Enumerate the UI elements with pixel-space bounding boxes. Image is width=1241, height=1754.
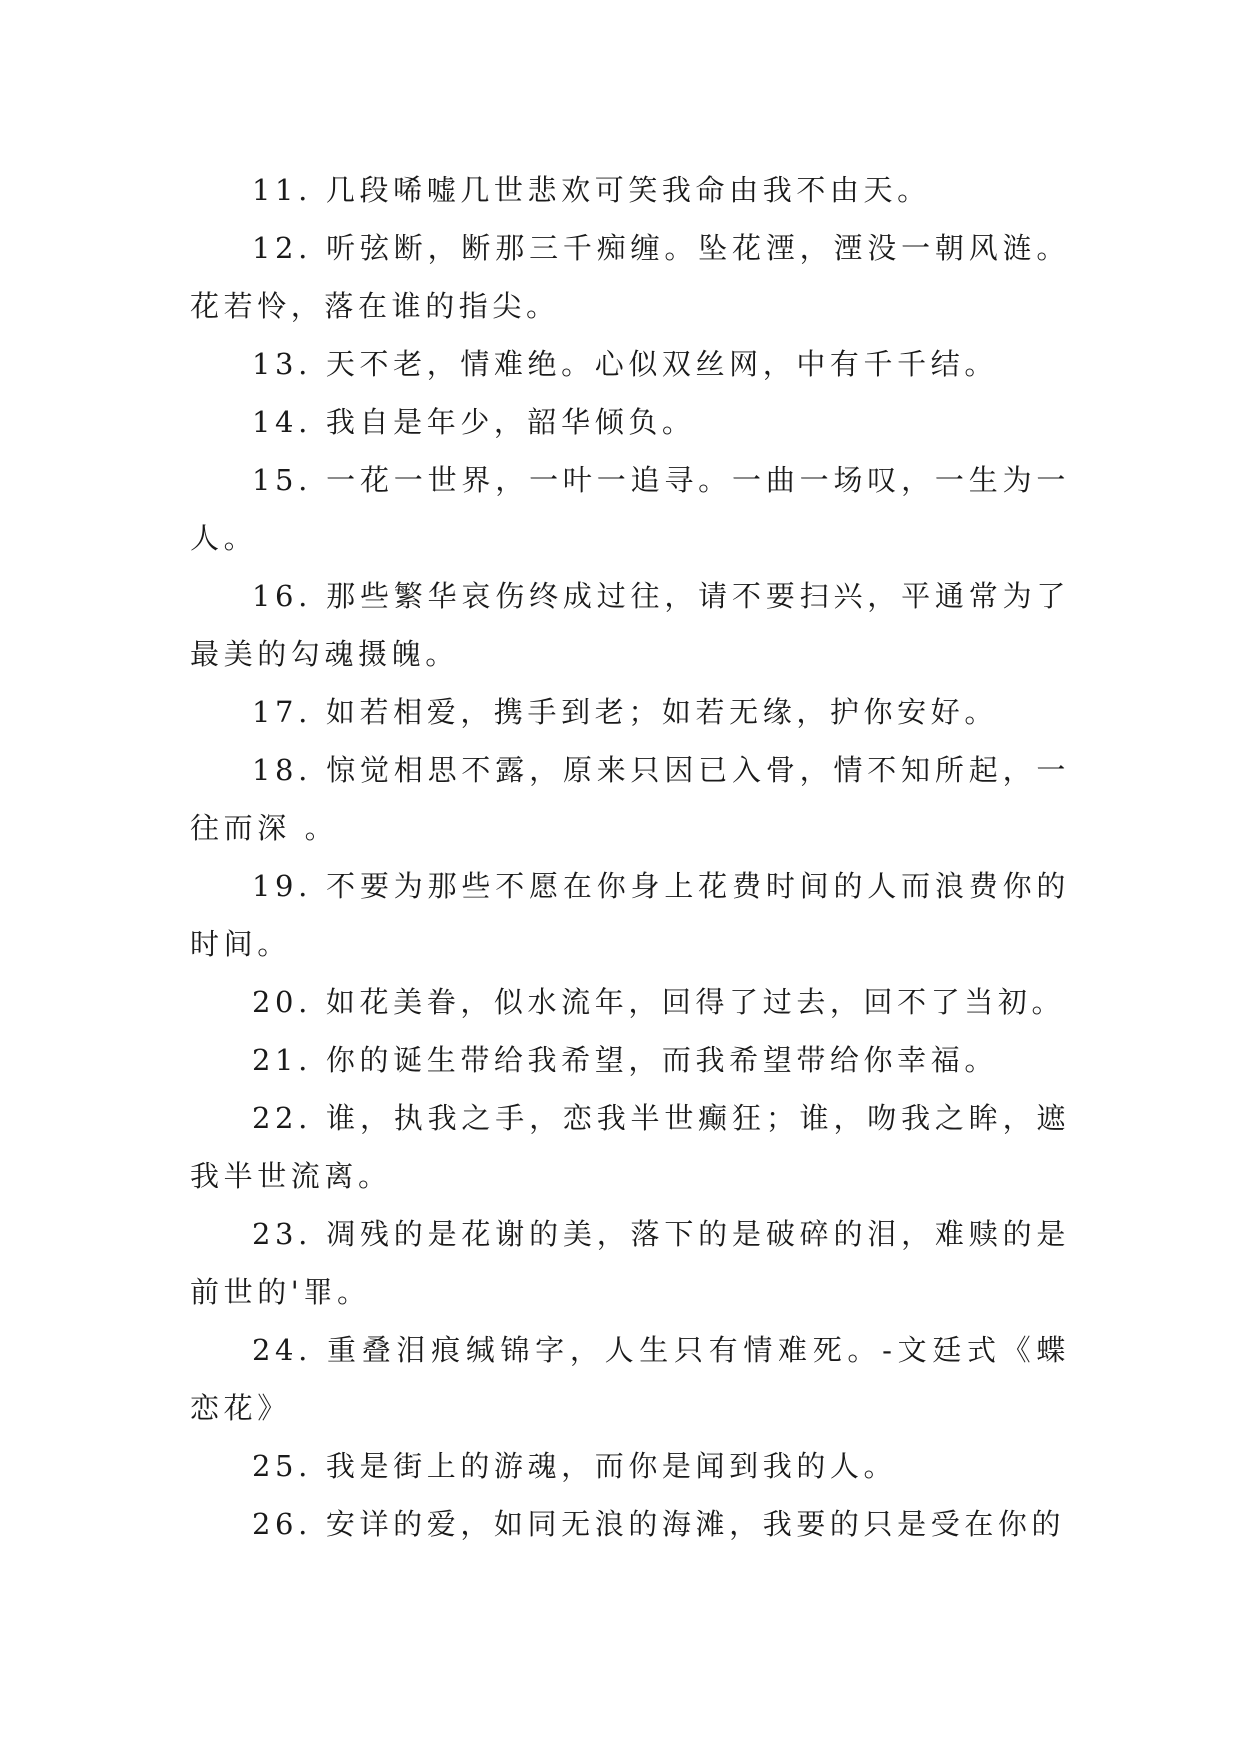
item-text: 谁，执我之手，恋我半世癫狂；谁，吻我之眸，遮我半世流离。: [190, 1101, 1070, 1193]
item-text: 听弦断，断那三千痴缠。坠花湮，湮没一朝风涟。花若怜，落在谁的指尖。: [190, 231, 1070, 323]
item-number: 12.: [252, 231, 312, 265]
item-text: 如若相爱，携手到老；如若无缘，护你安好。: [325, 695, 998, 729]
list-item: [190, 1495, 1070, 1553]
item-number: 20.: [252, 985, 312, 1019]
item-number: 21.: [252, 1043, 312, 1077]
list-item: [190, 451, 1070, 567]
item-number: 22.: [252, 1101, 312, 1135]
item-number: 25.: [252, 1449, 312, 1483]
item-number: 26.: [252, 1507, 312, 1541]
item-text: 天不老，情难绝。心似双丝网，中有千千结。: [325, 347, 998, 381]
document-body: [190, 161, 1070, 1553]
list-item: [190, 1437, 1070, 1495]
list-item: [190, 857, 1070, 973]
list-item: [190, 1089, 1070, 1205]
list-item: [190, 161, 1070, 219]
item-text: 我自是年少，韶华倾负。: [325, 405, 696, 439]
item-number: 14.: [252, 405, 312, 439]
list-item: [190, 393, 1070, 451]
item-number: 23.: [252, 1217, 312, 1251]
item-text: 凋残的是花谢的美，落下的是破碎的泪，难赎的是前世的'罪。: [190, 1217, 1070, 1309]
list-item: [190, 973, 1070, 1031]
item-text: 那些繁华哀伤终成过往，请不要扫兴，平通常为了最美的勾魂摄魄。: [190, 579, 1070, 671]
item-number: 17.: [252, 695, 312, 729]
item-number: 16.: [252, 579, 312, 613]
list-item: [190, 219, 1070, 335]
list-item: [190, 335, 1070, 393]
list-item: [190, 1205, 1070, 1321]
item-text: 如花美眷，似水流年，回得了过去，回不了当初。: [325, 985, 1066, 1019]
list-item: [190, 741, 1070, 857]
list-item: [190, 567, 1070, 683]
list-item: [190, 1031, 1070, 1089]
list-item: [190, 683, 1070, 741]
item-number: 13.: [252, 347, 312, 381]
item-number: 15.: [252, 463, 312, 497]
item-number: 11.: [252, 173, 312, 207]
list-item: [190, 1321, 1070, 1437]
item-number: 19.: [252, 869, 312, 903]
item-text: 一花一世界，一叶一追寻。一曲一场叹，一生为一人。: [190, 463, 1070, 555]
item-text: 重叠泪痕缄锦字，人生只有情难死。-文廷式《蝶恋花》: [190, 1333, 1070, 1425]
item-text: 安详的爱，如同无浪的海滩，我要的只是受在你的: [325, 1507, 1066, 1541]
item-text: 不要为那些不愿在你身上花费时间的人而浪费你的时间。: [190, 869, 1070, 961]
item-text: 惊觉相思不露，原来只因已入骨，情不知所起，一往而深 。: [190, 753, 1070, 845]
item-text: 几段唏嘘几世悲欢可笑我命由我不由天。: [325, 173, 931, 207]
item-text: 我是街上的游魂，而你是闻到我的人。: [325, 1449, 898, 1483]
item-number: 18.: [252, 753, 312, 787]
item-number: 24.: [252, 1333, 312, 1367]
item-text: 你的诞生带给我希望，而我希望带给你幸福。: [325, 1043, 998, 1077]
